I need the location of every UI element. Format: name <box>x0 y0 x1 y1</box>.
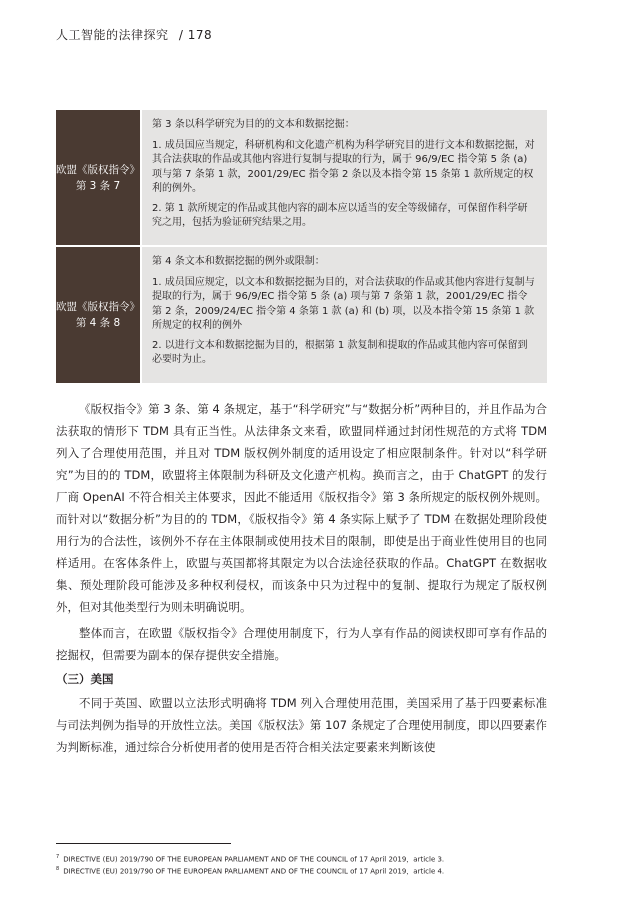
row-label-line2: 第 3 条 7 <box>75 179 121 192</box>
paragraph: 《版权指令》第 3 条、第 4 条规定，基于“科学研究”与“数据分析”两种目的，并且作品为合法获取的情形下 TDM 具有正当性。从法律条文来看，欧盟同样通过封闭性规范的方式将 TDM 列入了合理使用范围，并且对 TDM 版权例外制度的适用设定了相应限制条件。针对以“科学研究”为目的的 TDM，欧盟将主体限制为科研及文化遗产机构。换而言之，由于 ChatGPT 的发行厂商 OpenAI 不符合相关主体要求，因此不能适用《版权指令》第 3 条所规定的版权例外规则。而针对以“数据分析”为目的的 TDM，《版权指令》第 4 条实际上赋予了 TDM 在数据处理阶段使用行为的合法性，该例外不存在主体限制或使用技术目的限制，即使是出于商业性使用目的也同样适用。在客体条件上，欧盟与英国都将其限定为以合法途径获取的作品。ChatGPT 在数据收集、预处理阶段可能涉及多种权利侵权，而该条中只为过程中的复制、提取行为规定了版权例外，但对其他类型行为则未明确说明。 <box>56 402 547 614</box>
clause-title: 第 4 条文本和数据挖掘的例外或限制： <box>152 256 325 267</box>
paragraph: 不同于英国、欧盟以立法形式明确将 TDM 列入合理使用范围，美国采用了基于四要素标准与司法判例为指导的开放性立法。美国《版权法》第 107 条规定了合理使用制度，即以四要素作为判断标准，通过综合分析使用者的使用是否符合相关法定要素来判断该使 <box>56 696 547 754</box>
row-content <box>142 247 547 383</box>
directive-table <box>56 110 547 383</box>
footnote <box>56 852 444 864</box>
table-row <box>56 247 547 383</box>
row-label-line1: 欧盟《版权指令》 <box>56 163 140 176</box>
clause-item: 1. 成员国应规定，以文本和数据挖掘为目的，对合法获取的作品或其他内容进行复制与提取的行为，属于 96/9/EC 指令第 5 条 (a) 项与第 7 条第 1 款，2001/29/EC 指令第 2 条，2009/24/EC 指令第 4 条第 1 款 (a) 和 (b) 项，以及本指令第 15 条第 1 款所规定的权利的例外 <box>152 276 535 331</box>
footnote-mark: 8 <box>56 866 60 873</box>
row-label <box>56 247 140 383</box>
footnote-mark: 7 <box>56 854 60 860</box>
page-number: 178 <box>187 28 213 42</box>
footnote-divider <box>56 843 231 844</box>
body-text <box>56 398 547 758</box>
footnotes <box>56 852 444 877</box>
clause-title: 第 3 条以科学研究为目的的文本和数据挖掘： <box>152 119 355 130</box>
row-label-line1: 欧盟《版权指令》 <box>56 301 140 313</box>
book-title: 人工智能的法律探究 <box>56 28 169 42</box>
clause-item: 2. 第 1 款所规定的作品或其他内容的副本应以适当的安全等级储存，可保留作科学研究之用，包括为验证研究结果之用。 <box>152 202 528 228</box>
table-row <box>56 110 547 245</box>
footnote <box>56 864 444 876</box>
row-label-line2: 第 4 条 8 <box>75 317 121 329</box>
paragraph: 整体而言，在欧盟《版权指令》合理使用制度下，行为人享有作品的阅读权即可享有作品的挖掘权，但需要为副本的保存提供安全措施。 <box>56 626 547 662</box>
section-heading: （三）美国 <box>56 672 114 686</box>
footnote-text: DIRECTIVE (EU) 2019/790 OF THE EUROPEAN PARLIAMENT AND OF THE COUNCIL of 17 April 2019，article 3. <box>63 855 445 864</box>
header-separator: / <box>178 28 184 42</box>
row-label <box>56 110 140 245</box>
clause-item: 2. 以进行文本和数据挖掘为目的，根据第 1 款复制和提取的作品或其他内容可保留到必要时为止。 <box>152 339 528 365</box>
running-header <box>56 26 212 43</box>
footnote-text: DIRECTIVE (EU) 2019/790 OF THE EUROPEAN PARLIAMENT AND OF THE COUNCIL of 17 April 2019，article 4. <box>63 867 445 876</box>
clause-item: 1. 成员国应当规定，科研机构和文化遗产机构为科学研究目的进行文本和数据挖掘，对其合法获取的作品或其他内容进行复制与提取的行为，属于 96/9/EC 指令第 5 条 (a) 项与第 7 条第 1 款，2001/29/EC 指令第 2 条以及本指令第 15 条第 1 款所规定的权利的例外。 <box>152 139 535 194</box>
row-content <box>142 110 547 245</box>
